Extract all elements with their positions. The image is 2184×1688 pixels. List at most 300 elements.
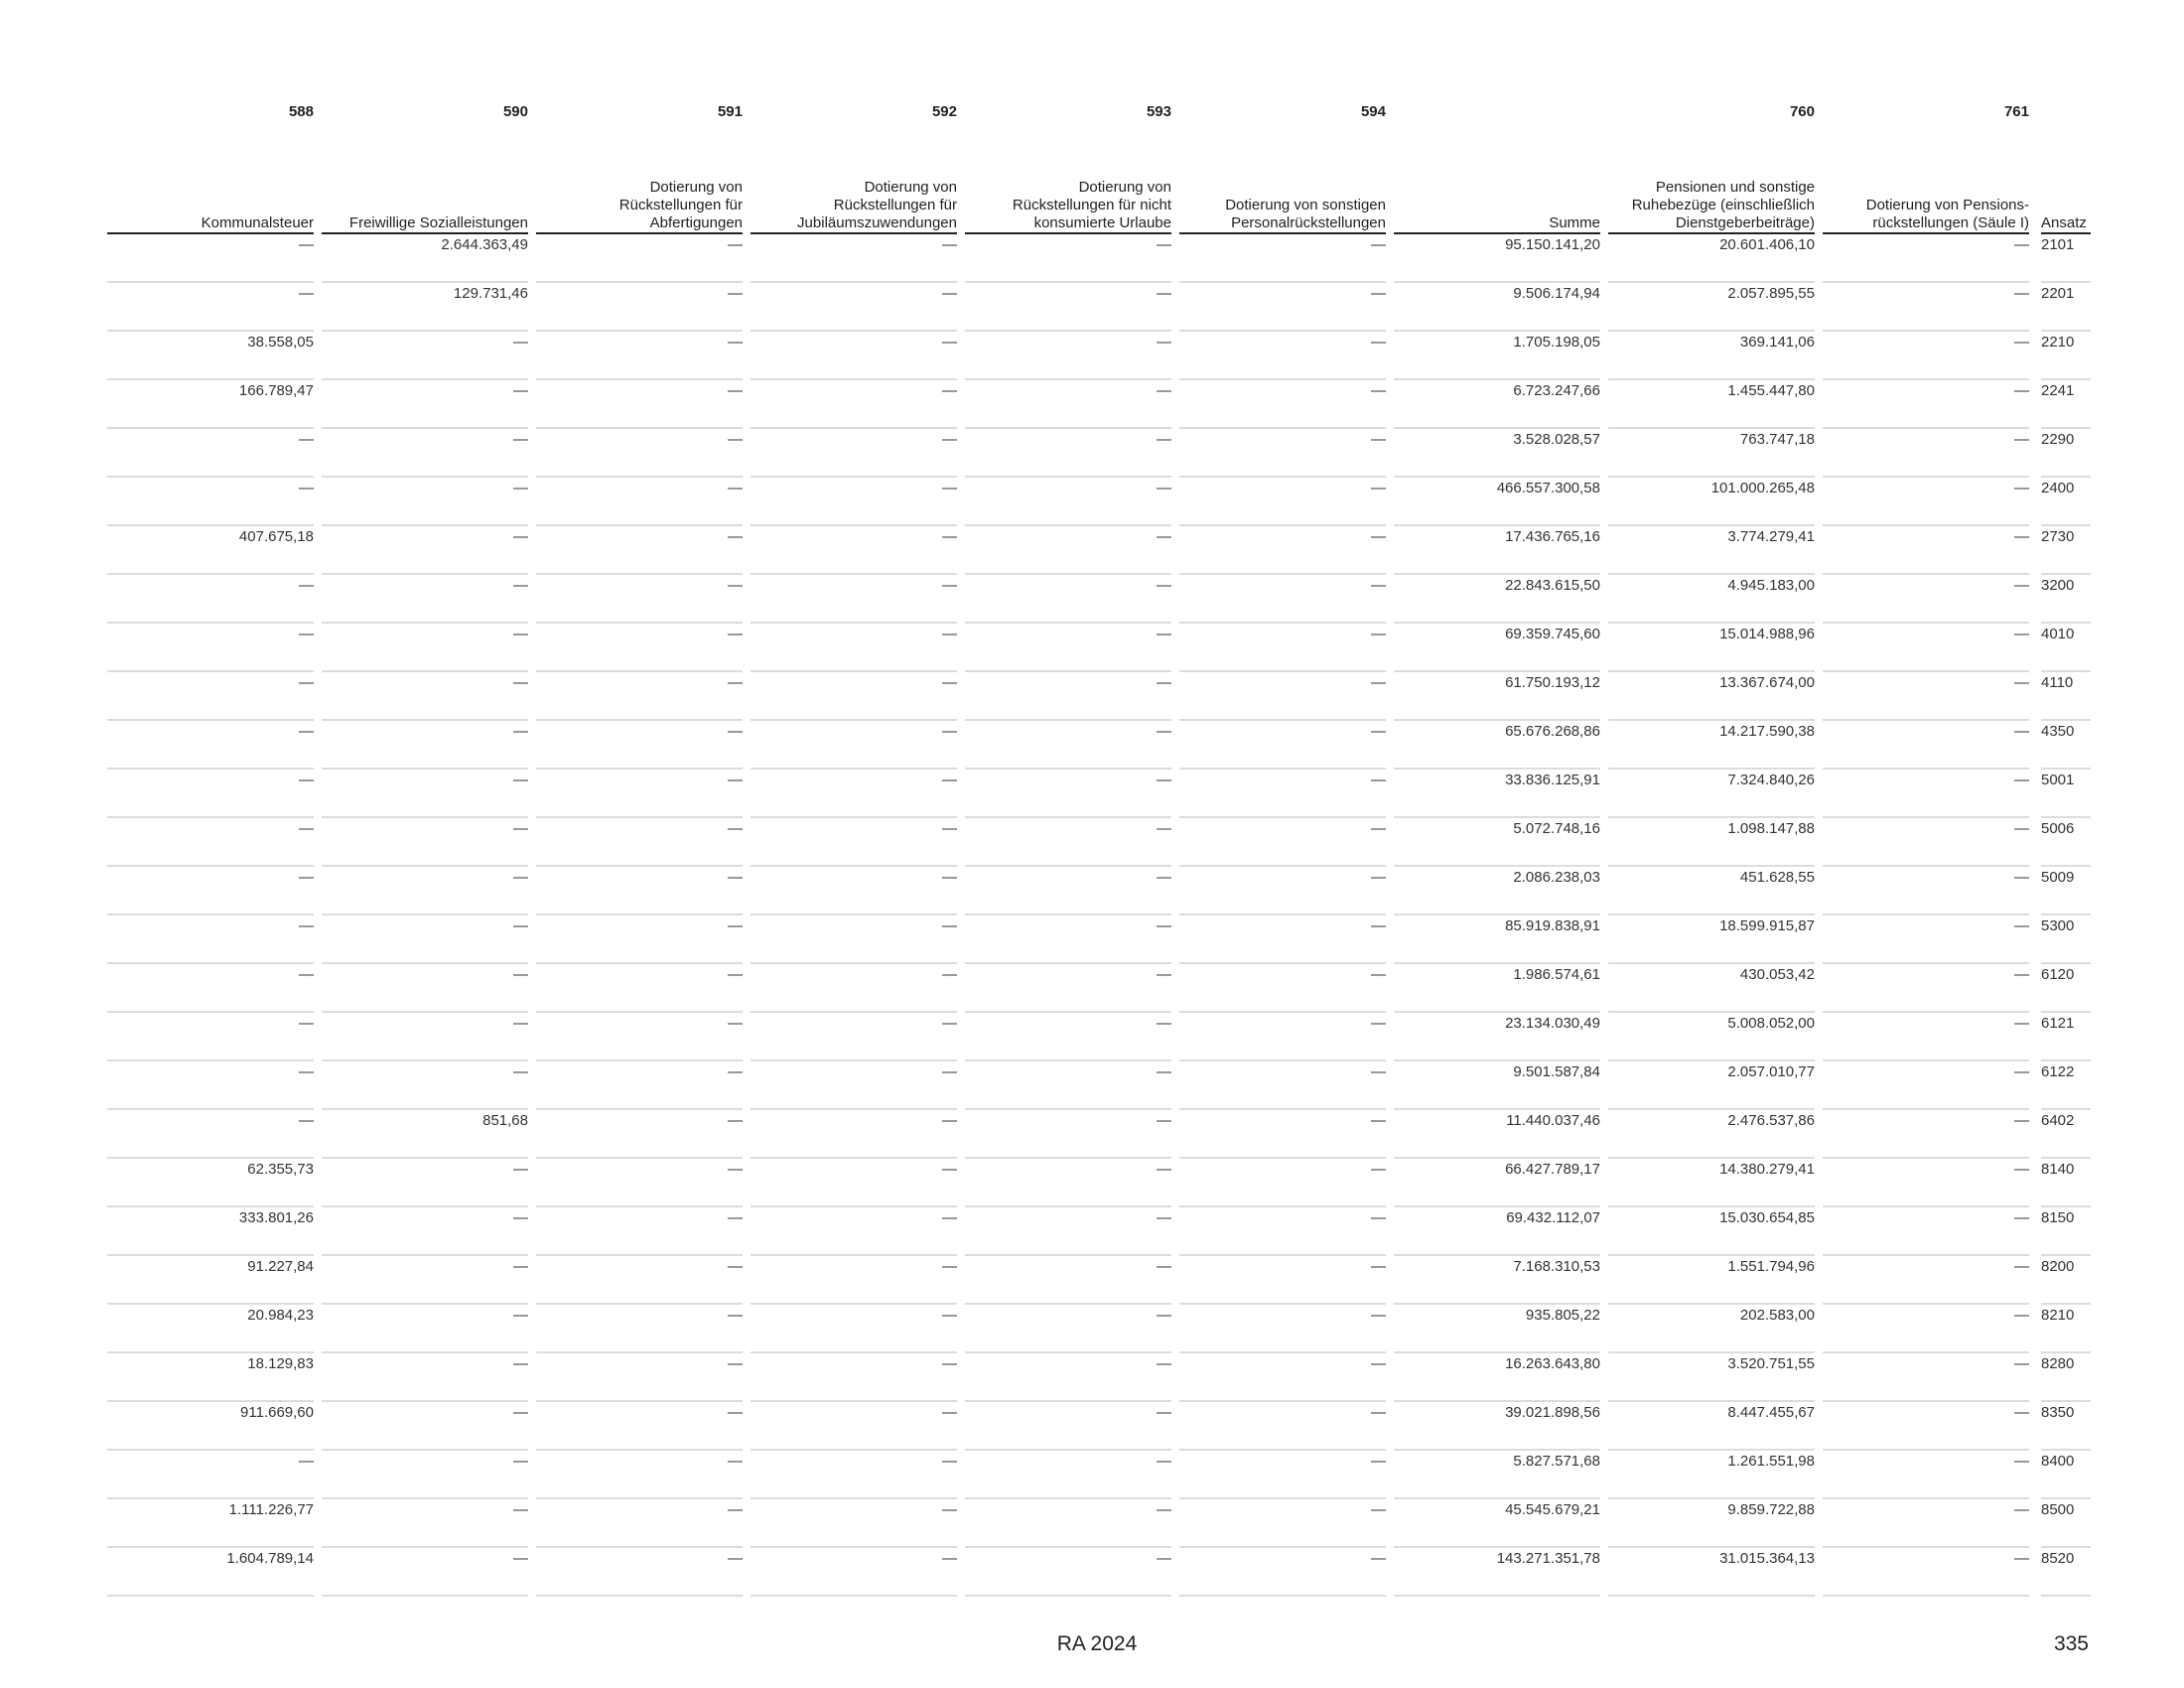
table-cell: — — [1179, 1013, 1386, 1061]
table-cell: — — [965, 478, 1171, 526]
table-cell: — — [1179, 1061, 1386, 1110]
table-cell: — — [536, 770, 743, 818]
table-cell: — — [1823, 526, 2029, 575]
column-header: Summe — [1394, 214, 1600, 234]
table-cell: — — [965, 234, 1171, 283]
table-cell: — — [751, 915, 957, 964]
table-cell: — — [536, 818, 743, 867]
table-cell: — — [1179, 624, 1386, 672]
ansatz-cell: 8520 — [2041, 1548, 2091, 1597]
table-cell: — — [107, 1013, 314, 1061]
ansatz-cell: 4010 — [2041, 624, 2091, 672]
table-cell: — — [965, 1353, 1171, 1402]
table-cell: 2.057.895,55 — [1608, 283, 1815, 332]
table-cell: — — [1179, 1548, 1386, 1597]
table-cell: — — [536, 1548, 743, 1597]
table-cell: — — [536, 1499, 743, 1548]
table-cell: — — [1823, 1061, 2029, 1110]
table-cell: — — [965, 1061, 1171, 1110]
ansatz-cell: 2290 — [2041, 429, 2091, 478]
table-cell: 15.030.654,85 — [1608, 1207, 1815, 1256]
ansatz-cell: 5001 — [2041, 770, 2091, 818]
table-cell: — — [1823, 1353, 2029, 1402]
table-row — [0, 672, 2184, 721]
table-cell: — — [107, 575, 314, 624]
table-cell: — — [965, 672, 1171, 721]
table-cell: — — [1179, 1256, 1386, 1305]
table-cell: — — [1179, 526, 1386, 575]
table-cell: — — [1823, 624, 2029, 672]
table-cell: — — [322, 478, 528, 526]
table-cell: 1.261.551,98 — [1608, 1451, 1815, 1499]
table-cell: — — [322, 575, 528, 624]
table-cell: — — [322, 332, 528, 380]
table-row — [0, 1110, 2184, 1159]
table-cell: 129.731,46 — [322, 283, 528, 332]
table-cell: — — [751, 1159, 957, 1207]
column-header: Pensionen und sonstige Ruhebezüge (einschließlich Dienstgeberbeiträge) — [1608, 179, 1815, 234]
table-cell: 4.945.183,00 — [1608, 575, 1815, 624]
table-cell: — — [1179, 721, 1386, 770]
table-cell: — — [536, 1013, 743, 1061]
table-cell: — — [107, 672, 314, 721]
table-cell: — — [751, 1451, 957, 1499]
table-cell: — — [536, 1305, 743, 1353]
table-cell: — — [1823, 1305, 2029, 1353]
table-row — [0, 818, 2184, 867]
table-cell: 17.436.765,16 — [1394, 526, 1600, 575]
table-cell: 451.628,55 — [1608, 867, 1815, 915]
table-cell: — — [1823, 867, 2029, 915]
table-cell: — — [1179, 915, 1386, 964]
table-cell: — — [751, 721, 957, 770]
ansatz-cell: 3200 — [2041, 575, 2091, 624]
ansatz-cell: 8150 — [2041, 1207, 2091, 1256]
table-cell: — — [1823, 429, 2029, 478]
table-cell: — — [1823, 1451, 2029, 1499]
table-cell: — — [536, 478, 743, 526]
table-row — [0, 1159, 2184, 1207]
table-row — [0, 915, 2184, 964]
table-cell: 9.506.174,94 — [1394, 283, 1600, 332]
table-cell: 1.455.447,80 — [1608, 380, 1815, 429]
ansatz-cell: 8500 — [2041, 1499, 2091, 1548]
table-cell: 369.141,06 — [1608, 332, 1815, 380]
table-row — [0, 1353, 2184, 1402]
table-cell: 3.528.028,57 — [1394, 429, 1600, 478]
table-cell: — — [1179, 283, 1386, 332]
table-cell: — — [1179, 1402, 1386, 1451]
table-cell: — — [322, 1548, 528, 1597]
table-cell: — — [536, 429, 743, 478]
ansatz-cell: 5009 — [2041, 867, 2091, 915]
table-cell: — — [1823, 234, 2029, 283]
table-row — [0, 575, 2184, 624]
table-cell: — — [751, 1548, 957, 1597]
table-cell: 61.750.193,12 — [1394, 672, 1600, 721]
table-cell: — — [965, 380, 1171, 429]
table-cell: 33.836.125,91 — [1394, 770, 1600, 818]
table-cell: 763.747,18 — [1608, 429, 1815, 478]
table-cell: — — [965, 1402, 1171, 1451]
table-row — [0, 1548, 2184, 1597]
table-cell: 23.134.030,49 — [1394, 1013, 1600, 1061]
table-cell: 85.919.838,91 — [1394, 915, 1600, 964]
table-cell: — — [536, 1159, 743, 1207]
table-cell: 31.015.364,13 — [1608, 1548, 1815, 1597]
table-cell: — — [107, 867, 314, 915]
table-cell: — — [536, 575, 743, 624]
table-cell: — — [965, 964, 1171, 1013]
table-cell: — — [322, 1159, 528, 1207]
table-cell: 430.053,42 — [1608, 964, 1815, 1013]
ansatz-cell: 2210 — [2041, 332, 2091, 380]
table-cell: 466.557.300,58 — [1394, 478, 1600, 526]
table-cell: — — [322, 672, 528, 721]
table-cell: 62.355,73 — [107, 1159, 314, 1207]
table-cell: — — [536, 721, 743, 770]
table-cell: — — [322, 770, 528, 818]
table-cell: 14.380.279,41 — [1608, 1159, 1815, 1207]
table-cell: — — [1179, 818, 1386, 867]
table-row — [0, 770, 2184, 818]
table-cell: — — [107, 818, 314, 867]
table-cell: — — [1823, 283, 2029, 332]
table-row — [0, 1402, 2184, 1451]
table-cell: 8.447.455,67 — [1608, 1402, 1815, 1451]
column-number-row — [0, 103, 2184, 123]
table-cell: — — [1823, 721, 2029, 770]
table-cell: — — [322, 818, 528, 867]
table-cell: — — [322, 1013, 528, 1061]
table-cell: — — [751, 526, 957, 575]
table-cell: — — [751, 380, 957, 429]
table-row — [0, 1256, 2184, 1305]
table-cell: — — [1179, 575, 1386, 624]
table-cell: — — [965, 1548, 1171, 1597]
table-cell: — — [751, 672, 957, 721]
column-header: Dotierung von sonstigen Personalrückstellungen — [1179, 197, 1386, 234]
table-row — [0, 234, 2184, 283]
table-cell: — — [965, 1451, 1171, 1499]
table-cell: — — [965, 526, 1171, 575]
table-row — [0, 964, 2184, 1013]
table-cell: — — [107, 1451, 314, 1499]
table-row — [0, 380, 2184, 429]
table-cell: — — [1823, 1207, 2029, 1256]
column-number — [1394, 103, 1600, 123]
table-cell: 7.324.840,26 — [1608, 770, 1815, 818]
column-header: Ansatz — [2041, 214, 2091, 234]
column-number: 592 — [931, 103, 957, 120]
table-cell: — — [751, 1207, 957, 1256]
table-row — [0, 1207, 2184, 1256]
table-row — [0, 478, 2184, 526]
table-cell: — — [1179, 1207, 1386, 1256]
table-cell: — — [107, 478, 314, 526]
table-cell: — — [1179, 332, 1386, 380]
table-row — [0, 1061, 2184, 1110]
table-cell: 65.676.268,86 — [1394, 721, 1600, 770]
table-cell: — — [536, 526, 743, 575]
ansatz-cell: 8400 — [2041, 1451, 2091, 1499]
table-cell: — — [322, 964, 528, 1013]
ansatz-cell: 2101 — [2041, 234, 2091, 283]
table-cell: 6.723.247,66 — [1394, 380, 1600, 429]
ansatz-cell: 2730 — [2041, 526, 2091, 575]
table-cell: — — [751, 867, 957, 915]
table-cell: — — [322, 1061, 528, 1110]
table-cell: — — [751, 478, 957, 526]
table-row — [0, 1451, 2184, 1499]
table-row — [0, 283, 2184, 332]
table-cell: — — [1179, 672, 1386, 721]
table-cell: 2.057.010,77 — [1608, 1061, 1815, 1110]
table-cell: 66.427.789,17 — [1394, 1159, 1600, 1207]
table-cell: 22.843.615,50 — [1394, 575, 1600, 624]
table-cell: — — [751, 1353, 957, 1402]
table-cell: — — [322, 380, 528, 429]
column-header: Dotierung von Rückstellungen für nicht konsumierte Urlaube — [965, 179, 1171, 234]
table-cell: — — [751, 1305, 957, 1353]
table-cell: — — [536, 1061, 743, 1110]
table-row — [0, 332, 2184, 380]
table-cell: 69.432.112,07 — [1394, 1207, 1600, 1256]
footer-report-label: RA 2024 — [1056, 1632, 1138, 1655]
table-cell: — — [1823, 1499, 2029, 1548]
table-cell: — — [965, 1305, 1171, 1353]
table-cell: — — [965, 332, 1171, 380]
ansatz-cell: 5300 — [2041, 915, 2091, 964]
table-cell: — — [1823, 1548, 2029, 1597]
ansatz-cell: 8350 — [2041, 1402, 2091, 1451]
table-cell: — — [107, 1110, 314, 1159]
table-cell: — — [965, 1256, 1171, 1305]
table-cell: 91.227,84 — [107, 1256, 314, 1305]
table-cell: 13.367.674,00 — [1608, 672, 1815, 721]
table-cell: — — [322, 1451, 528, 1499]
table-cell: — — [751, 1013, 957, 1061]
table-cell: 3.774.279,41 — [1608, 526, 1815, 575]
ansatz-cell: 8280 — [2041, 1353, 2091, 1402]
column-header: Freiwillige Sozialleistungen — [322, 214, 528, 234]
table-cell: — — [1823, 1256, 2029, 1305]
table-cell: — — [751, 234, 957, 283]
ansatz-cell: 2241 — [2041, 380, 2091, 429]
table-cell: — — [965, 915, 1171, 964]
table-cell: 1.551.794,96 — [1608, 1256, 1815, 1305]
table-cell: — — [965, 575, 1171, 624]
column-number: 761 — [2003, 103, 2029, 120]
table-cell: 18.599.915,87 — [1608, 915, 1815, 964]
table-cell: — — [536, 867, 743, 915]
table-cell: 20.601.406,10 — [1608, 234, 1815, 283]
table-cell: — — [107, 283, 314, 332]
table-cell: — — [751, 575, 957, 624]
table-cell: — — [536, 964, 743, 1013]
table-cell: — — [536, 380, 743, 429]
table-cell: 45.545.679,21 — [1394, 1499, 1600, 1548]
table-cell: — — [965, 770, 1171, 818]
column-number — [2041, 103, 2091, 123]
table-cell: — — [965, 283, 1171, 332]
table-cell: — — [536, 624, 743, 672]
column-header: Dotierung von Rückstellungen für Abfertigungen — [536, 179, 743, 234]
ansatz-cell: 6120 — [2041, 964, 2091, 1013]
table-cell: 2.644.363,49 — [322, 234, 528, 283]
table-cell: — — [1179, 1159, 1386, 1207]
table-cell: — — [965, 1159, 1171, 1207]
table-cell: — — [1823, 1110, 2029, 1159]
column-number: 760 — [1789, 103, 1815, 120]
table-cell: — — [536, 1207, 743, 1256]
table-cell: 9.501.587,84 — [1394, 1061, 1600, 1110]
table-cell: — — [1179, 1110, 1386, 1159]
table-cell: — — [1823, 332, 2029, 380]
table-cell: — — [536, 915, 743, 964]
table-cell: 16.263.643,80 — [1394, 1353, 1600, 1402]
table-cell: 5.827.571,68 — [1394, 1451, 1600, 1499]
table-cell: — — [1823, 915, 2029, 964]
table-cell: — — [965, 1499, 1171, 1548]
table-cell: — — [107, 964, 314, 1013]
table-cell: — — [965, 1013, 1171, 1061]
ansatz-cell: 2400 — [2041, 478, 2091, 526]
table-cell: — — [536, 1256, 743, 1305]
table-cell: — — [536, 332, 743, 380]
table-cell: 166.789,47 — [107, 380, 314, 429]
table-cell: — — [1179, 1353, 1386, 1402]
table-cell: — — [1823, 575, 2029, 624]
ansatz-cell: 5006 — [2041, 818, 2091, 867]
table-cell: — — [751, 283, 957, 332]
table-cell: — — [751, 1110, 957, 1159]
table-cell: — — [1179, 1499, 1386, 1548]
table-cell: 202.583,00 — [1608, 1305, 1815, 1353]
column-number: 594 — [1360, 103, 1386, 120]
table-cell: — — [107, 624, 314, 672]
column-number: 591 — [717, 103, 743, 120]
table-cell: — — [751, 1499, 957, 1548]
table-cell: 9.859.722,88 — [1608, 1499, 1815, 1548]
table-cell: — — [322, 526, 528, 575]
table-cell: — — [322, 1305, 528, 1353]
table-cell: — — [107, 915, 314, 964]
data-table — [0, 234, 2184, 1597]
table-cell: 38.558,05 — [107, 332, 314, 380]
table-row — [0, 1499, 2184, 1548]
table-cell: — — [322, 1499, 528, 1548]
table-cell: — — [751, 1402, 957, 1451]
table-cell: — — [1823, 964, 2029, 1013]
table-cell: 11.440.037,46 — [1394, 1110, 1600, 1159]
table-cell: 18.129,83 — [107, 1353, 314, 1402]
table-cell: — — [107, 1061, 314, 1110]
table-cell: 5.072.748,16 — [1394, 818, 1600, 867]
column-header: Dotierung von Rückstellungen für Jubiläumszuwendungen — [751, 179, 957, 234]
table-cell: 911.669,60 — [107, 1402, 314, 1451]
table-cell: — — [751, 429, 957, 478]
ansatz-cell: 8200 — [2041, 1256, 2091, 1305]
column-number: 593 — [1146, 103, 1171, 120]
table-cell: 1.604.789,14 — [107, 1548, 314, 1597]
column-header-row — [0, 149, 2184, 234]
column-header: Kommunalsteuer — [107, 214, 314, 234]
table-row — [0, 1305, 2184, 1353]
table-row — [0, 721, 2184, 770]
table-cell: — — [965, 867, 1171, 915]
table-cell: 143.271.351,78 — [1394, 1548, 1600, 1597]
table-cell: 1.111.226,77 — [107, 1499, 314, 1548]
table-row — [0, 867, 2184, 915]
table-cell: — — [1179, 380, 1386, 429]
table-cell: — — [751, 818, 957, 867]
table-cell: 14.217.590,38 — [1608, 721, 1815, 770]
ansatz-cell: 4110 — [2041, 672, 2091, 721]
table-cell: 1.098.147,88 — [1608, 818, 1815, 867]
table-cell: — — [1823, 478, 2029, 526]
table-cell: — — [1823, 818, 2029, 867]
table-cell: — — [1179, 478, 1386, 526]
table-cell: 2.476.537,86 — [1608, 1110, 1815, 1159]
table-cell: — — [1179, 1305, 1386, 1353]
table-cell: — — [1823, 672, 2029, 721]
table-cell: — — [965, 429, 1171, 478]
table-cell: — — [1179, 234, 1386, 283]
table-cell: — — [751, 332, 957, 380]
ansatz-cell: 6121 — [2041, 1013, 2091, 1061]
table-cell: — — [965, 624, 1171, 672]
table-cell: — — [536, 672, 743, 721]
table-cell: 7.168.310,53 — [1394, 1256, 1600, 1305]
table-cell: — — [536, 1402, 743, 1451]
table-cell: 69.359.745,60 — [1394, 624, 1600, 672]
table-cell: — — [322, 429, 528, 478]
table-cell: — — [322, 915, 528, 964]
table-cell: — — [751, 964, 957, 1013]
table-cell: 407.675,18 — [107, 526, 314, 575]
ansatz-cell: 6122 — [2041, 1061, 2091, 1110]
table-cell: — — [1179, 429, 1386, 478]
table-cell: 1.986.574,61 — [1394, 964, 1600, 1013]
table-row — [0, 1013, 2184, 1061]
ansatz-cell: 2201 — [2041, 283, 2091, 332]
table-cell: — — [1179, 867, 1386, 915]
table-cell: 39.021.898,56 — [1394, 1402, 1600, 1451]
table-cell: 5.008.052,00 — [1608, 1013, 1815, 1061]
ansatz-cell: 4350 — [2041, 721, 2091, 770]
table-cell: — — [107, 234, 314, 283]
table-cell: — — [536, 283, 743, 332]
table-cell: 95.150.141,20 — [1394, 234, 1600, 283]
table-cell: — — [1823, 1159, 2029, 1207]
table-cell: — — [107, 721, 314, 770]
table-cell: — — [536, 1451, 743, 1499]
table-cell: — — [322, 1256, 528, 1305]
table-row — [0, 526, 2184, 575]
ansatz-cell: 6402 — [2041, 1110, 2091, 1159]
table-cell: — — [536, 1353, 743, 1402]
table-cell: 935.805,22 — [1394, 1305, 1600, 1353]
ansatz-cell: 8210 — [2041, 1305, 2091, 1353]
table-cell: — — [322, 1353, 528, 1402]
page-number: 335 — [2053, 1632, 2089, 1655]
table-cell: 3.520.751,55 — [1608, 1353, 1815, 1402]
table-cell: — — [107, 429, 314, 478]
table-cell: — — [1823, 380, 2029, 429]
table-row — [0, 624, 2184, 672]
table-cell: 1.705.198,05 — [1394, 332, 1600, 380]
